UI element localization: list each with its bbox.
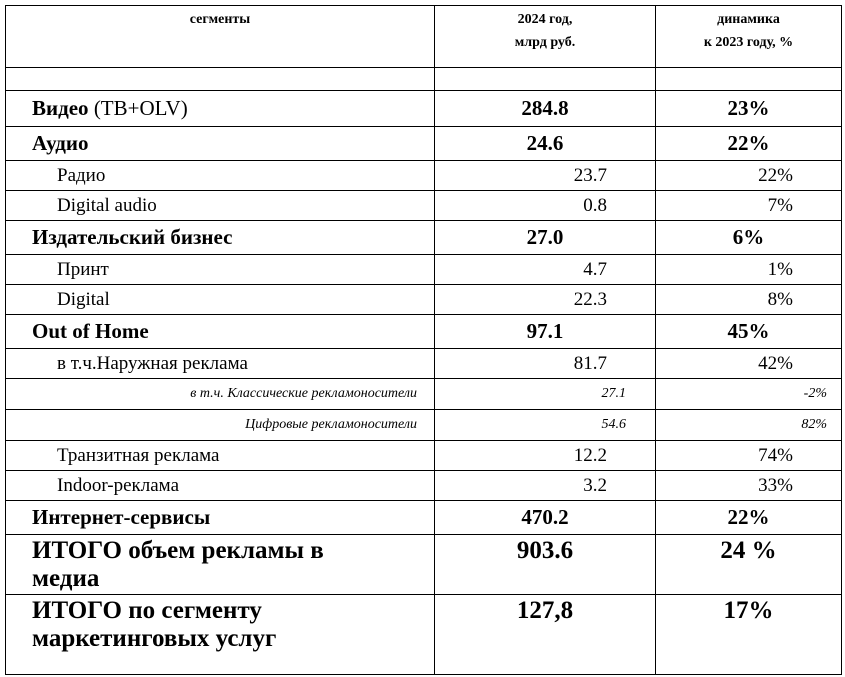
total-row [6, 595, 842, 675]
table-row [6, 471, 842, 501]
table-row [6, 191, 842, 221]
header-segment [6, 6, 435, 68]
value-cell: 903.6 [435, 535, 656, 595]
segment-cell [6, 91, 435, 127]
value-cell: 470.2 [435, 501, 656, 535]
header-value-line1: 2024 год, [517, 12, 573, 27]
growth-cell: -2% [656, 379, 842, 410]
growth-cell: 33% [656, 471, 842, 501]
segment-cell: в т.ч.Наружная реклама [6, 349, 435, 379]
segment-cell: Цифровые рекламоносители [6, 410, 435, 441]
segment-cell: Out of Home [6, 315, 435, 349]
growth-cell: 23% [656, 91, 842, 127]
spacer-cell [656, 68, 842, 91]
table-row [6, 410, 842, 441]
growth-cell: 7% [656, 191, 842, 221]
segment-cell: Digital audio [6, 191, 435, 221]
segment-cell [6, 595, 435, 675]
table-header-row [6, 6, 842, 68]
header-segment-label: сегменты [189, 12, 251, 27]
value-cell: 54.6 [435, 410, 656, 441]
table-row [6, 161, 842, 191]
growth-cell: 22% [656, 161, 842, 191]
segment-cell: в т.ч. Классические рекламоносители [6, 379, 435, 410]
table-row [6, 349, 842, 379]
table-row [6, 315, 842, 349]
total-label-line1: ИТОГО по сегменту [32, 597, 262, 624]
segment-cell: Digital [6, 285, 435, 315]
segment-cell: Аудио [6, 127, 435, 161]
table-row [6, 127, 842, 161]
value-cell: 4.7 [435, 255, 656, 285]
growth-cell: 82% [656, 410, 842, 441]
growth-cell: 22% [656, 127, 842, 161]
total-label-line2: медиа [32, 565, 100, 592]
value-cell: 127,8 [435, 595, 656, 675]
value-cell: 284.8 [435, 91, 656, 127]
value-cell: 24.6 [435, 127, 656, 161]
value-cell: 22.3 [435, 285, 656, 315]
growth-cell: 22% [656, 501, 842, 535]
table-row [6, 285, 842, 315]
segment-cell [6, 535, 435, 595]
header-growth-line2: к 2023 году, % [703, 35, 794, 50]
header-value-line2: млрд руб. [514, 35, 576, 50]
growth-cell: 42% [656, 349, 842, 379]
value-cell: 81.7 [435, 349, 656, 379]
growth-cell: 45% [656, 315, 842, 349]
segment-suffix: (ТВ+OLV) [88, 96, 188, 120]
table-row [6, 379, 842, 410]
segment-cell: Принт [6, 255, 435, 285]
header-value [435, 6, 656, 68]
value-cell: 27.1 [435, 379, 656, 410]
growth-cell: 8% [656, 285, 842, 315]
segment-cell: Интернет-сервисы [6, 501, 435, 535]
table-row [6, 441, 842, 471]
table-row [6, 501, 842, 535]
segment-label: Видео [32, 96, 89, 120]
growth-cell: 74% [656, 441, 842, 471]
total-label-line2: маркетинговых услуг [32, 625, 277, 652]
spacer-cell [6, 68, 435, 91]
segment-cell: Indoor-реклама [6, 471, 435, 501]
table-row [6, 255, 842, 285]
advertising-market-table [5, 5, 842, 675]
growth-cell: 24 % [656, 535, 842, 595]
table-row [6, 91, 842, 127]
spacer-cell [435, 68, 656, 91]
table-row [6, 221, 842, 255]
value-cell: 0.8 [435, 191, 656, 221]
header-growth-line1: динамика [717, 12, 780, 27]
growth-cell: 6% [656, 221, 842, 255]
total-label-line1: ИТОГО объем рекламы в [32, 537, 324, 564]
value-cell: 97.1 [435, 315, 656, 349]
spacer-row [6, 68, 842, 91]
header-growth [656, 6, 842, 68]
value-cell: 12.2 [435, 441, 656, 471]
value-cell: 3.2 [435, 471, 656, 501]
growth-cell: 17% [656, 595, 842, 675]
value-cell: 27.0 [435, 221, 656, 255]
segment-cell: Транзитная реклама [6, 441, 435, 471]
growth-cell: 1% [656, 255, 842, 285]
segment-cell: Радио [6, 161, 435, 191]
total-row [6, 535, 842, 595]
segment-cell: Издательский бизнес [6, 221, 435, 255]
value-cell: 23.7 [435, 161, 656, 191]
